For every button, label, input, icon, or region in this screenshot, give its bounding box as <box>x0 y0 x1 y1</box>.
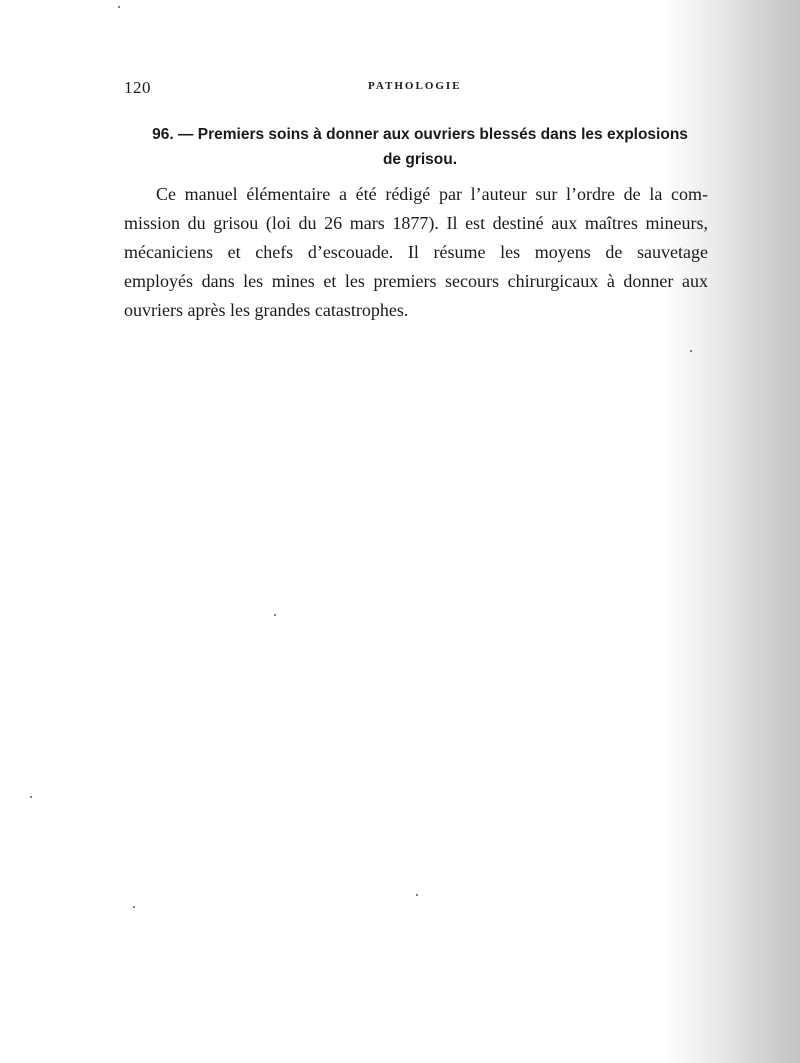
paragraph-line: employés dans les mines et les premiers secours chirurgicaux à donner aux <box>124 271 708 291</box>
scan-speck <box>274 614 276 616</box>
body-paragraph <box>124 180 708 325</box>
running-title: PATHOLOGIE <box>368 80 462 92</box>
paragraph-line: ouvriers après les grandes catastrophes. <box>124 300 409 320</box>
running-head <box>124 78 704 98</box>
paragraph-line: mission du grisou (loi du 26 mars 1877). Il est destiné aux maîtres mineurs, <box>124 213 708 233</box>
section-heading <box>140 122 700 172</box>
scan-speck <box>118 6 120 8</box>
scan-speck <box>30 796 32 798</box>
paragraph-line: mécaniciens et chefs d’escouade. Il résume les moyens de sauvetage <box>124 242 708 262</box>
scan-speck <box>133 906 135 908</box>
scan-speck <box>416 894 418 896</box>
paragraph-line: Ce manuel élémentaire a été rédigé par l’auteur sur l’ordre de la com- <box>156 184 708 204</box>
page-number: 120 <box>124 78 151 97</box>
scan-speck <box>690 350 692 352</box>
section-heading-line-1: 96. — Premiers soins à donner aux ouvriers blessés dans les explosions <box>152 126 688 143</box>
section-heading-line-2: de grisou. <box>382 151 458 168</box>
